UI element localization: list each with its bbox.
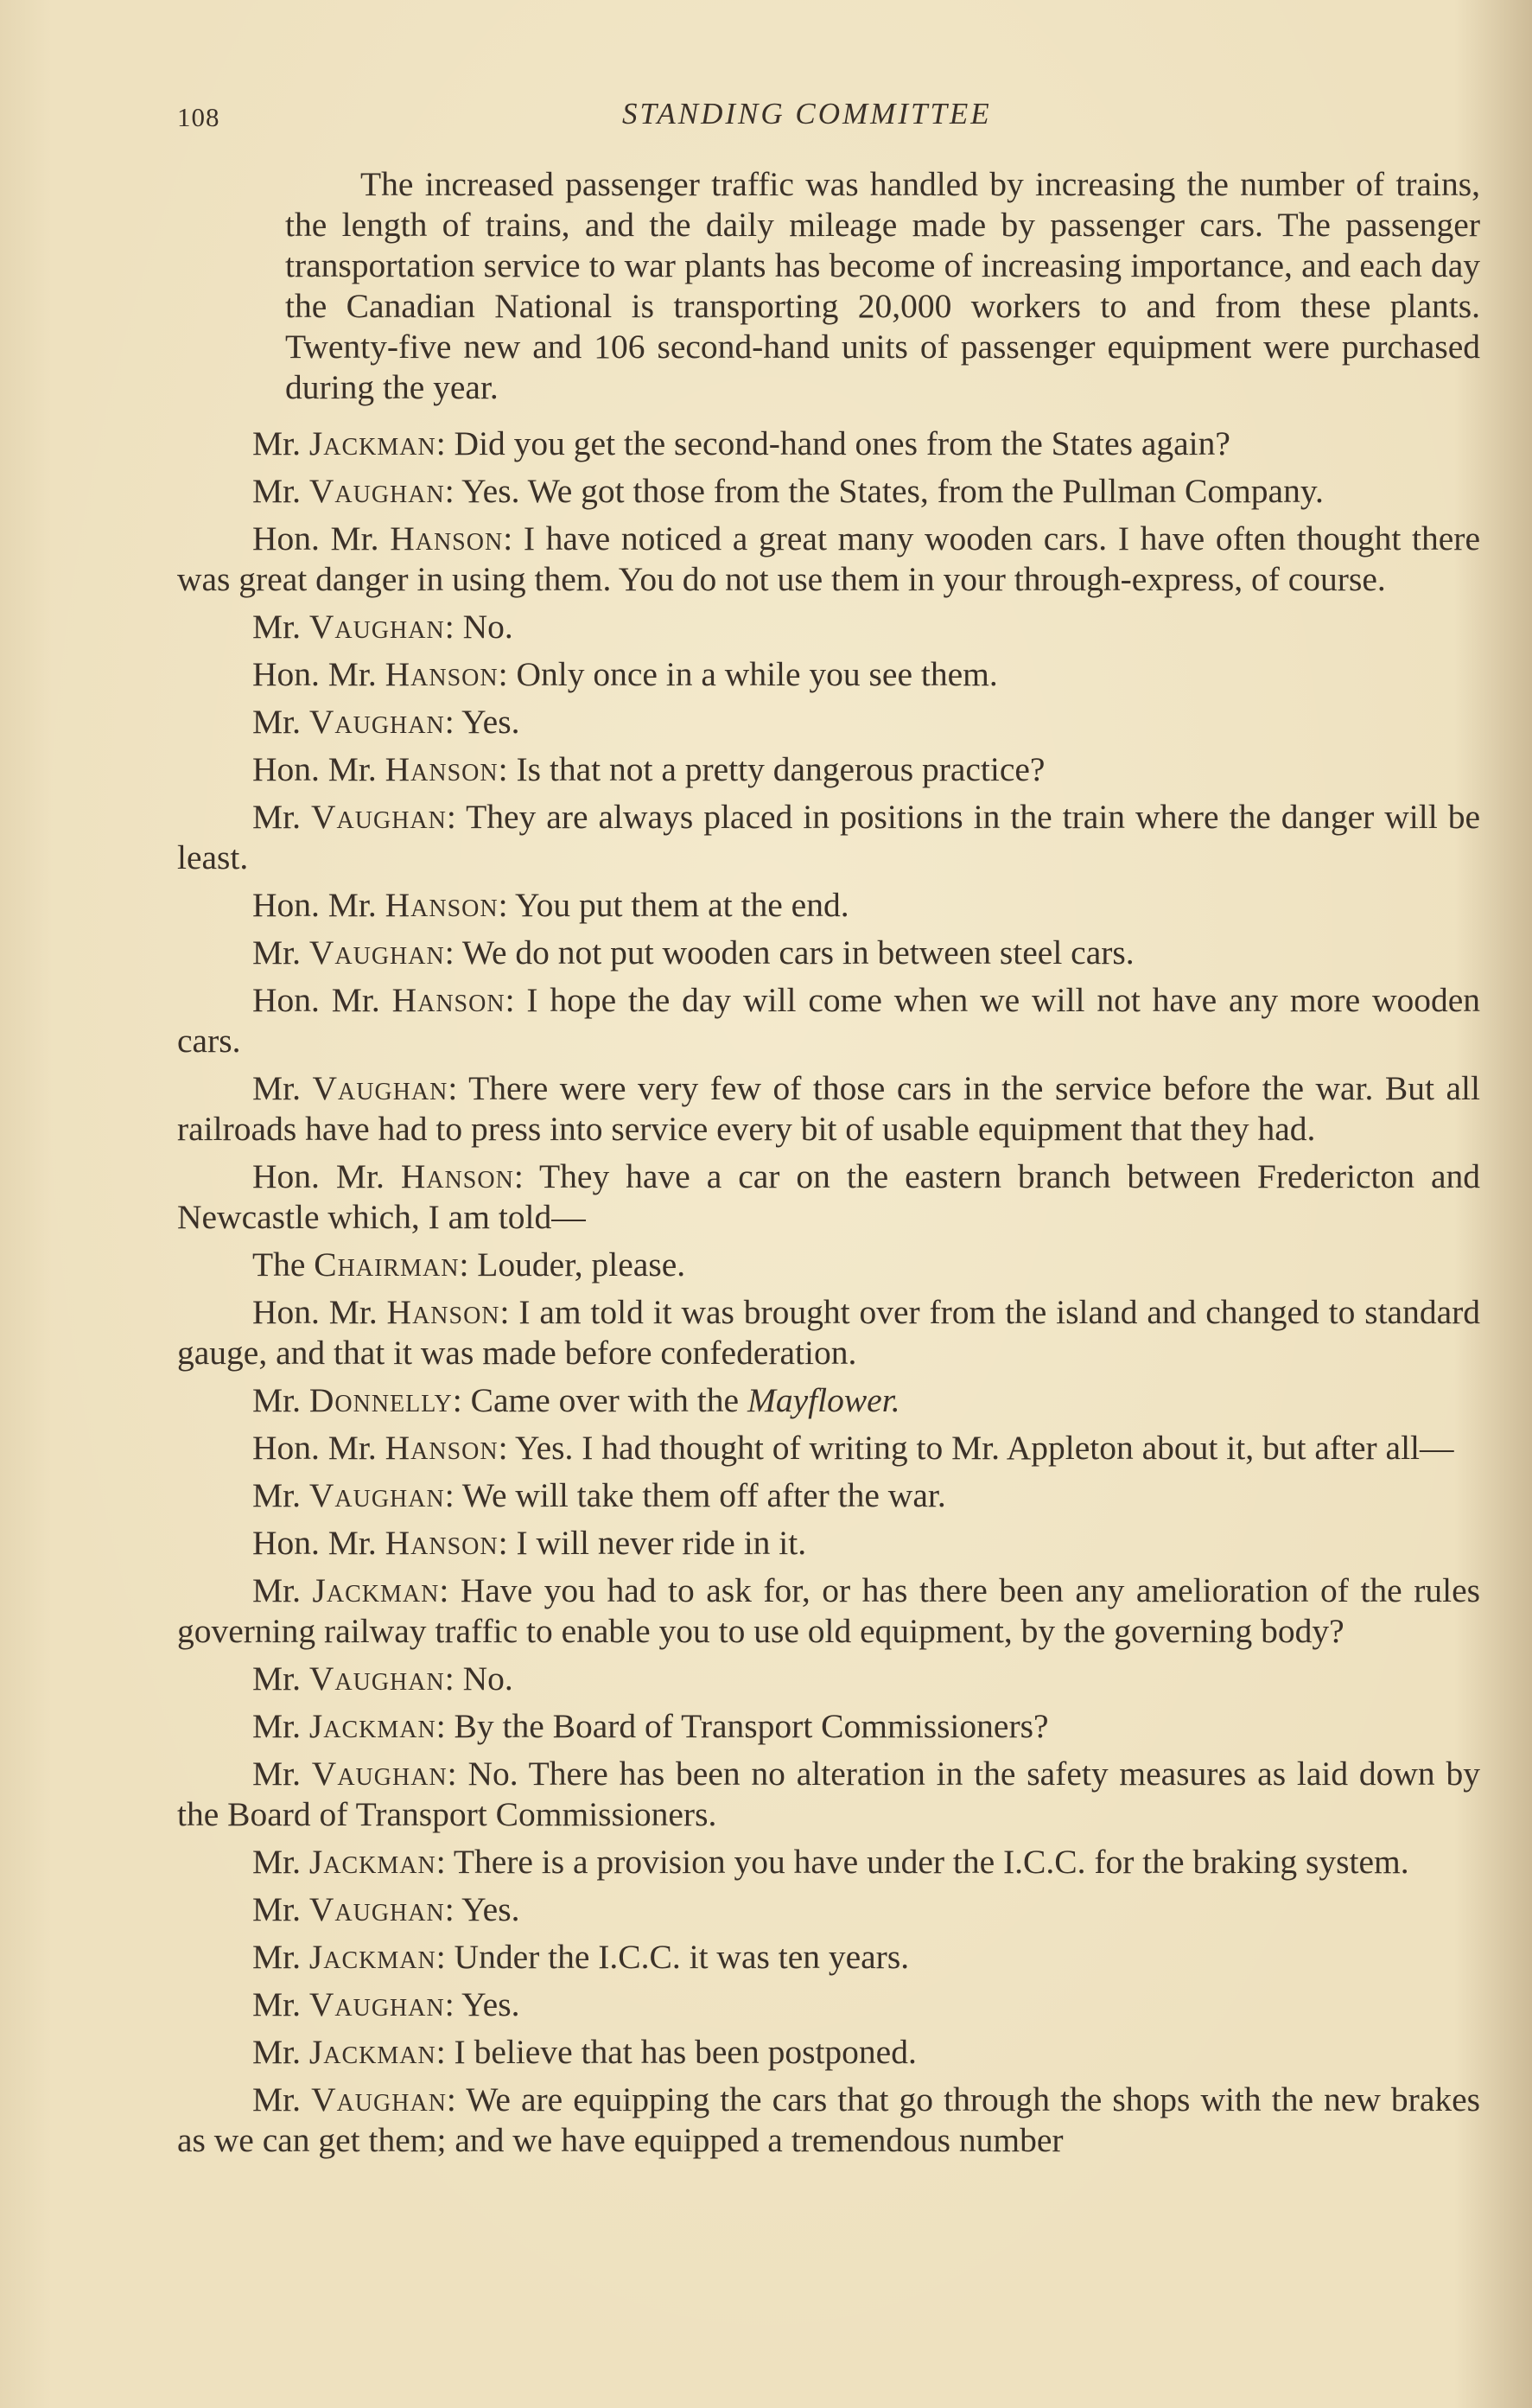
testimony-paragraph: Hon. Mr. Hanson: You put them at the end. — [252, 886, 849, 924]
testimony-paragraph: Mr. Jackman: I believe that has been postponed. — [252, 2033, 917, 2071]
speaker-prefix: Mr. — [252, 1755, 301, 1793]
speech-text: We do not put wooden cars in between steel cars. — [461, 933, 1135, 971]
speech-text: We will take them off after the war. — [461, 1476, 946, 1514]
speaker-prefix: Hon. Mr. — [252, 519, 379, 557]
running-head: STANDING COMMITTEE — [622, 97, 992, 131]
speaker-prefix: Mr. — [252, 933, 301, 971]
speech-text: No. There has been no alteration in the safety measures as laid down by the Board of Transport Commissioners. — [177, 1755, 1480, 1833]
testimony-paragraph: Mr. Vaughan: Yes. — [252, 703, 520, 741]
speech-text: Under the I.C.C. it was ten years. — [454, 1938, 910, 1976]
speaker-prefix: Mr. — [252, 1938, 301, 1976]
page-body — [177, 164, 1480, 2168]
speech-text: Yes. I had thought of writing to Mr. Appleton about it, but after all— — [515, 1429, 1454, 1467]
speech-text: I will never ride in it. — [516, 1524, 807, 1562]
page-header — [177, 97, 1482, 140]
testimony-paragraph: Mr. Vaughan: No. — [252, 608, 513, 646]
testimony-paragraph: Mr. Jackman: By the Board of Transport Commissioners? — [252, 1707, 1049, 1745]
speech-text: Louder, please. — [477, 1245, 686, 1284]
speaker-prefix: Mr. — [252, 2033, 301, 2071]
testimony-paragraph: Mr. Jackman: Under the I.C.C. it was ten years. — [252, 1938, 910, 1976]
speech-text: Yes. — [461, 1890, 520, 1928]
speaker-name: Hanson — [385, 1429, 499, 1467]
speaker-prefix: Mr. — [252, 424, 301, 462]
testimony-paragraph: Mr. Donnelly: Came over with the Mayflower. — [252, 1381, 900, 1419]
testimony-paragraph: Mr. Vaughan: We do not put wooden cars in between steel cars. — [252, 933, 1135, 971]
speech-text: Did you get the second-hand ones from the States again? — [454, 424, 1230, 462]
testimony-paragraph: Hon. Mr. Hanson: I will never ride in it. — [252, 1524, 807, 1562]
testimony-paragraph: Mr. Vaughan: Yes. — [252, 1890, 520, 1928]
speaker-prefix: Mr. — [252, 1707, 301, 1745]
speaker-prefix: Mr. — [252, 608, 301, 646]
speaker-prefix: Mr. — [252, 1476, 301, 1514]
speech-text: I believe that has been postponed. — [454, 2033, 917, 2071]
speech-text: They are always placed in positions in the train where the danger will be least. — [177, 798, 1481, 876]
speaker-prefix: Mr. — [252, 1571, 301, 1609]
speaker-prefix: Hon. Mr. — [252, 655, 377, 693]
testimony-paragraph: Mr. Vaughan: No. There has been no alteration in the safety measures as laid down by the Board of Transport Commissioners. — [177, 1755, 1480, 1833]
speaker-prefix: Hon. Mr. — [252, 1524, 377, 1562]
speaker-name: Vaughan — [311, 798, 447, 836]
speaker-name: Vaughan — [311, 2080, 447, 2118]
speaker-prefix: Mr. — [252, 703, 301, 741]
testimony-paragraph: The Chairman: Louder, please. — [252, 1245, 686, 1284]
speaker-prefix: Mr. — [252, 1985, 301, 2023]
speech-text: They have a car on the eastern branch between Fredericton and Newcastle which, I am told— — [177, 1157, 1481, 1236]
testimony-paragraph: Mr. Jackman: Have you had to ask for, or has there been any amelioration of the rules governing railway traffic to enable you to use old equipment, by the governing body? — [177, 1571, 1481, 1650]
speaker-name: Jackman — [308, 2033, 436, 2071]
speaker-prefix: Mr. — [252, 1843, 301, 1881]
speaker-prefix: Mr. — [252, 1381, 301, 1419]
testimony-paragraph: Mr. Vaughan: We will take them off after the war. — [252, 1476, 946, 1514]
speech-text: I hope the day will come when we will not have any more wooden cars. — [177, 981, 1481, 1060]
speaker-prefix: Hon. Mr. — [252, 1293, 378, 1331]
speech-text: There is a provision you have under the I.C.C. for the braking system. — [453, 1843, 1409, 1881]
speaker-name: Hanson — [385, 655, 499, 693]
speaker-name: Vaughan — [308, 703, 445, 741]
speaker-prefix: Mr. — [252, 1890, 301, 1928]
testimony-paragraph: Hon. Mr. Hanson: Only once in a while you see them. — [252, 655, 998, 693]
italic-title: Mayflower. — [747, 1381, 900, 1419]
speaker-prefix: Hon. Mr. — [252, 750, 377, 788]
speaker-name: Jackman — [308, 1707, 436, 1745]
speaker-name: Chairman — [314, 1245, 460, 1284]
speech-text: Came over with the — [470, 1381, 747, 1419]
speaker-name: Vaughan — [308, 1476, 445, 1514]
speaker-name: Vaughan — [308, 472, 445, 510]
speaker-name: Hanson — [391, 981, 505, 1019]
speech-text: Is that not a pretty dangerous practice? — [516, 750, 1046, 788]
testimony-paragraph: Mr. Jackman: There is a provision you have under the I.C.C. for the braking system. — [252, 1843, 1409, 1881]
speech-text: No. — [462, 608, 513, 646]
speech-text: Have you had to ask for, or has there been any amelioration of the rules governing railway traffic to enable you to use old equipment, by the governing body? — [177, 1571, 1481, 1650]
speaker-name: Jackman — [308, 1843, 436, 1881]
speaker-name: Jackman — [308, 1938, 436, 1976]
testimony-paragraph: Mr. Vaughan: They are always placed in positions in the train where the danger will be least. — [177, 798, 1481, 876]
speaker-prefix: Mr. — [252, 2080, 301, 2118]
testimony-exchanges — [177, 424, 1480, 2161]
testimony-paragraph: Mr. Vaughan: Yes. We got those from the States, from the Pullman Company. — [252, 472, 1324, 510]
speaker-name: Vaughan — [311, 1755, 448, 1793]
speaker-name: Jackman — [308, 424, 436, 462]
speaker-name: Vaughan — [312, 1069, 448, 1107]
testimony-paragraph: Mr. Jackman: Did you get the second-hand ones from the States again? — [252, 424, 1230, 462]
speech-text: No. — [462, 1659, 513, 1698]
speaker-prefix: Mr. — [252, 1659, 301, 1698]
testimony-paragraph: Mr. Vaughan: No. — [252, 1659, 513, 1698]
testimony-paragraph: Hon. Mr. Hanson: Yes. I had thought of writing to Mr. Appleton about it, but after all— — [252, 1429, 1454, 1467]
testimony-paragraph: Mr. Vaughan: Yes. — [252, 1985, 520, 2023]
speaker-prefix: Mr. — [252, 1069, 301, 1107]
testimony-paragraph: Mr. Vaughan: There were very few of those cars in the service before the war. But all railroads have had to press into service every bit of usable equipment that they had. — [177, 1069, 1481, 1148]
page-number: 108 — [177, 102, 220, 132]
speaker-name: Vaughan — [308, 608, 445, 646]
speech-text: I have noticed a great many wooden cars. I have often thought there was great danger in using them. You do not use them in your through-express, of course. — [177, 519, 1480, 598]
speaker-name: Vaughan — [308, 933, 445, 971]
testimony-paragraph: Hon. Mr. Hanson: Is that not a pretty dangerous practice? — [252, 750, 1046, 788]
speaker-prefix: Hon. Mr. — [252, 1157, 385, 1195]
speaker-name: Hanson — [390, 519, 504, 557]
speech-text: Yes. We got those from the States, from the Pullman Company. — [461, 472, 1324, 510]
speaker-name: Hanson — [385, 886, 499, 924]
speaker-name: Hanson — [385, 1524, 499, 1562]
speaker-name: Hanson — [400, 1157, 514, 1195]
speech-text: By the Board of Transport Commissioners? — [454, 1707, 1049, 1745]
speaker-prefix: Hon. Mr. — [252, 886, 377, 924]
speech-text: We are equipping the cars that go through the shops with the new brakes as we can get them; and we have equipped a tremendous number — [177, 2080, 1481, 2159]
quoted-report-paragraph: The increased passenger traffic was handled by increasing the number of trains, the length of trains, and the daily mileage made by passenger cars. The passenger transportation service to war plants has become of increasing importance, and each day the Canadian National is transporting 20,000 workers to and from these plants. Twenty-five new and 106 second-hand units of passenger equipment were purchased during the year. — [285, 165, 1480, 406]
speech-text: Yes. — [461, 703, 520, 741]
speaker-name: Jackman — [312, 1571, 440, 1609]
testimony-paragraph: Hon. Mr. Hanson: I have noticed a great many wooden cars. I have often thought there was great danger in using them. You do not use them in your through-express, of course. — [177, 519, 1480, 598]
speaker-name: Hanson — [386, 1293, 500, 1331]
speech-text: Only once in a while you see them. — [516, 655, 998, 693]
speaker-name: Vaughan — [308, 1985, 445, 2023]
speaker-name: Hanson — [385, 750, 499, 788]
speech-text: You put them at the end. — [515, 886, 849, 924]
speaker-prefix: Mr. — [252, 472, 301, 510]
speaker-prefix: Mr. — [252, 798, 301, 836]
testimony-paragraph: Mr. Vaughan: We are equipping the cars that go through the shops with the new brakes as we can get them; and we have equipped a tremendous number — [177, 2080, 1481, 2159]
testimony-paragraph: Hon. Mr. Hanson: I am told it was brought over from the island and changed to standard gauge, and that it was made before confederation. — [177, 1293, 1481, 1372]
speech-text: There were very few of those cars in the service before the war. But all railroads have had to press into service every bit of usable equipment that they had. — [177, 1069, 1481, 1148]
speaker-name: Vaughan — [308, 1659, 445, 1698]
speaker-prefix: Hon. Mr. — [252, 981, 380, 1019]
speaker-name: Vaughan — [308, 1890, 445, 1928]
testimony-paragraph: Hon. Mr. Hanson: They have a car on the eastern branch between Fredericton and Newcastle which, I am told— — [177, 1157, 1481, 1236]
speaker-prefix: Hon. Mr. — [252, 1429, 377, 1467]
speech-text: Yes. — [461, 1985, 520, 2023]
speaker-prefix: The — [252, 1245, 306, 1284]
speaker-name: Donnelly — [308, 1381, 453, 1419]
testimony-paragraph: Hon. Mr. Hanson: I hope the day will come when we will not have any more wooden cars. — [177, 981, 1481, 1060]
speech-text: I am told it was brought over from the island and changed to standard gauge, and that it was made before confederation. — [177, 1293, 1481, 1372]
